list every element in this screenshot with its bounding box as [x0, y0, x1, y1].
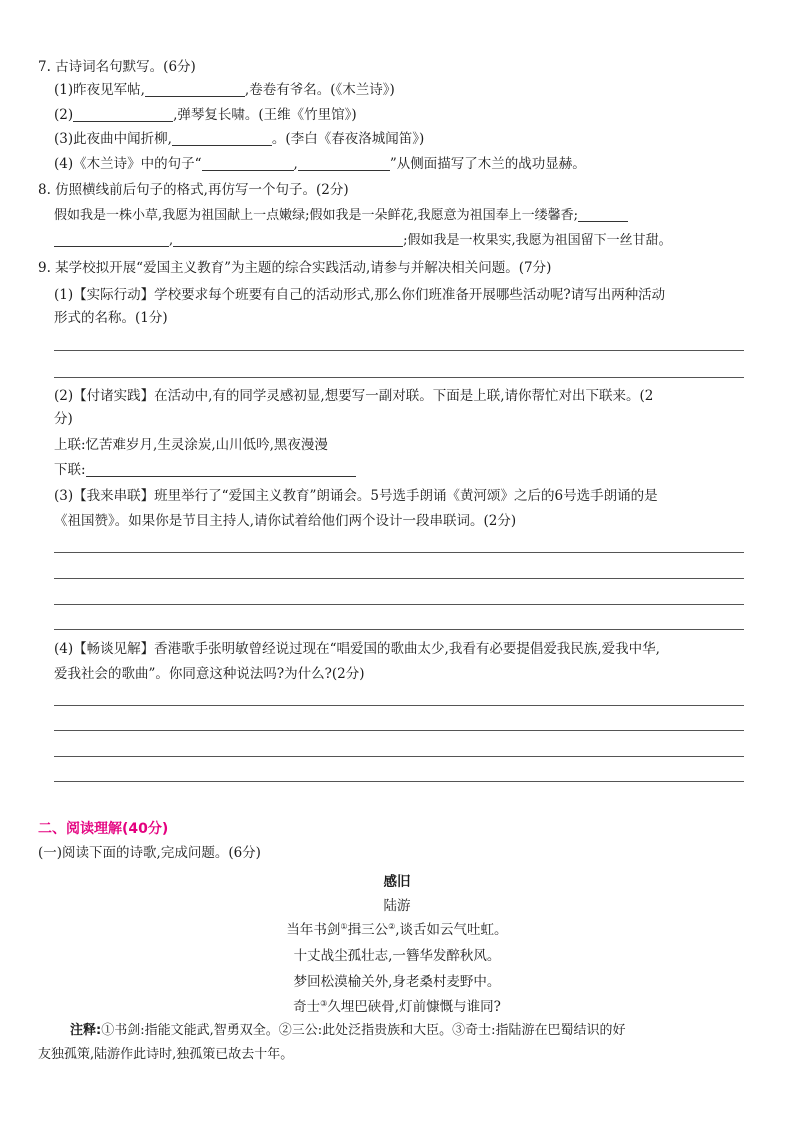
- q7-item-1-blank[interactable]: [145, 82, 245, 97]
- q9-sub1-line-1: (1)【实际行动】学校要求每个班要有自己的活动形式,那么你们班准备开展哪些活动呢?请写出两种活动: [54, 287, 666, 303]
- q8-blank-1[interactable]: [578, 207, 628, 222]
- q7-item-4-prefix: (4)《木兰诗》中的句子“: [54, 156, 202, 172]
- poem-line-4-part-b: 久埋巴硖骨,灯前慷慨与谁同?: [327, 999, 501, 1015]
- q7-item-4-blank-2[interactable]: [298, 156, 390, 171]
- q7-item-4: [54, 155, 586, 173]
- q8-line-2-comma: ,: [169, 233, 174, 248]
- q9-sub2-couplet-upper: 上联:忆苦难岁月,生灵涂炭,山川低吟,黑夜漫漫: [54, 437, 328, 453]
- reading-sub1-instruction: (一)阅读下面的诗歌,完成问题。(6分): [38, 845, 261, 861]
- q7-item-4-suffix: ”从侧面描写了木兰的战功显赫。: [389, 156, 586, 172]
- q9-sub2-line-1: (2)【付诸实践】在活动中,有的同学灵感初显,想要写一副对联。下面是上联,请你帮忙对出下联来。(2: [54, 388, 654, 404]
- q8-line-1-text: 假如我是一株小草,我愿为祖国献上一点嫩绿;假如我是一朵鲜花,我愿意为祖国奉上一缕馨香;: [54, 208, 579, 223]
- q8-line-1: [54, 207, 628, 225]
- poem-line-1-part-c: ,谈舌如云气吐虹。: [395, 922, 508, 938]
- q7-item-2: [54, 106, 357, 124]
- answer-line[interactable]: [54, 705, 744, 706]
- q9-sub3-line-2: 《祖国赞》。如果你是节目主持人,请你试着给他们两个设计一段串联词。(2分): [54, 513, 517, 529]
- q9-sub2-couplet-lower: [54, 461, 356, 479]
- poem-line-1-part-b: 揖三公: [347, 922, 389, 938]
- answer-line[interactable]: [54, 604, 744, 605]
- note-ref-2: ②: [388, 922, 396, 931]
- answer-line[interactable]: [54, 552, 744, 553]
- q9-sub1-line-2: 形式的名称。(1分): [54, 310, 168, 326]
- q7-item-2-suffix: ,弹琴复长啸。(王维《竹里馆》): [173, 107, 357, 123]
- q9-sub4-line-2: 爱我社会的歌曲”。你同意这种说法吗?为什么?(2分): [54, 666, 365, 682]
- q8-blank-3[interactable]: [173, 232, 403, 247]
- poem-line-2: 十丈战尘孤壮志,一簪华发醉秋风。: [293, 948, 501, 964]
- q7-item-3-prefix: (3)此夜曲中闻折柳,: [54, 131, 172, 147]
- q8-line-2: [54, 232, 672, 250]
- q9-sub3-line-1: (3)【我来串联】班里举行了“爱国主义教育”朗诵会。5号选手朗诵《黄河颂》之后的6号选手朗诵的是: [54, 488, 658, 504]
- poem-notes-line-1: [70, 1022, 625, 1040]
- poem-line-1: [0, 918, 794, 938]
- answer-line[interactable]: [54, 756, 744, 757]
- q9-heading: 9. 某学校拟开展“爱国主义教育”为主题的综合实践活动,请参与并解决相关问题。(7分): [38, 260, 552, 276]
- q8-blank-2[interactable]: [54, 232, 169, 247]
- q7-heading: 7. 古诗词名句默写。(6分): [38, 59, 196, 75]
- notes-label: 注释:: [70, 1023, 102, 1038]
- answer-line[interactable]: [54, 730, 744, 731]
- note-ref-1: ①: [340, 922, 348, 931]
- q7-item-2-prefix: (2): [54, 107, 74, 123]
- q9-lower-label: 下联:: [54, 462, 86, 478]
- q7-item-3-blank[interactable]: [172, 131, 272, 146]
- note-ref-3: ③: [320, 999, 328, 1008]
- poem-author: 陆游: [383, 898, 411, 914]
- q9-sub2-line-2: 分): [54, 411, 73, 427]
- q9-sub4-line-1: (4)【畅谈见解】香港歌手张明敏曾经说过现在“唱爱国的歌曲太少,我看有必要提倡爱我民族,爱我中华,: [54, 641, 660, 657]
- poem-line-1-part-a: 当年书剑: [286, 922, 341, 938]
- poem-notes-line-2: 友独孤策,陆游作此诗时,独孤策已故去十年。: [38, 1047, 294, 1062]
- q7-item-2-blank[interactable]: [73, 107, 173, 122]
- q7-item-1-prefix: (1)昨夜见军帖,: [54, 82, 145, 98]
- answer-line[interactable]: [54, 629, 744, 630]
- poem-line-3: 梦回松漠榆关外,身老桑村麦野中。: [293, 974, 501, 990]
- poem-line-4-part-a: 奇士: [293, 999, 321, 1015]
- q7-item-4-comma: ,: [293, 156, 298, 172]
- notes-text-1: ①书剑:指能文能武,智勇双全。②三公:此处泛指贵族和大臣。③奇士:指陆游在巴蜀结识的好: [101, 1023, 626, 1038]
- q7-item-1-suffix: ,卷卷有爷名。(《木兰诗》): [244, 82, 395, 98]
- answer-line[interactable]: [54, 781, 744, 782]
- q7-item-3: [54, 130, 424, 148]
- q8-line-2-text: ;假如我是一枚果实,我愿为祖国留下一丝甘甜。: [403, 233, 672, 248]
- q8-heading: 8. 仿照横线前后句子的格式,再仿写一个句子。(2分): [38, 182, 349, 198]
- q7-item-4-blank-1[interactable]: [202, 156, 294, 171]
- section-title-reading: 二、阅读理解(40分): [38, 821, 169, 837]
- q9-lower-blank[interactable]: [86, 462, 356, 477]
- poem-title: 感旧: [383, 874, 411, 890]
- answer-line[interactable]: [54, 578, 744, 579]
- answer-line[interactable]: [54, 377, 744, 378]
- q7-item-3-suffix: 。(李白《春夜洛城闻笛》): [271, 131, 425, 147]
- poem-line-4: [0, 995, 794, 1015]
- answer-line[interactable]: [54, 350, 744, 351]
- q7-item-1: [54, 81, 395, 99]
